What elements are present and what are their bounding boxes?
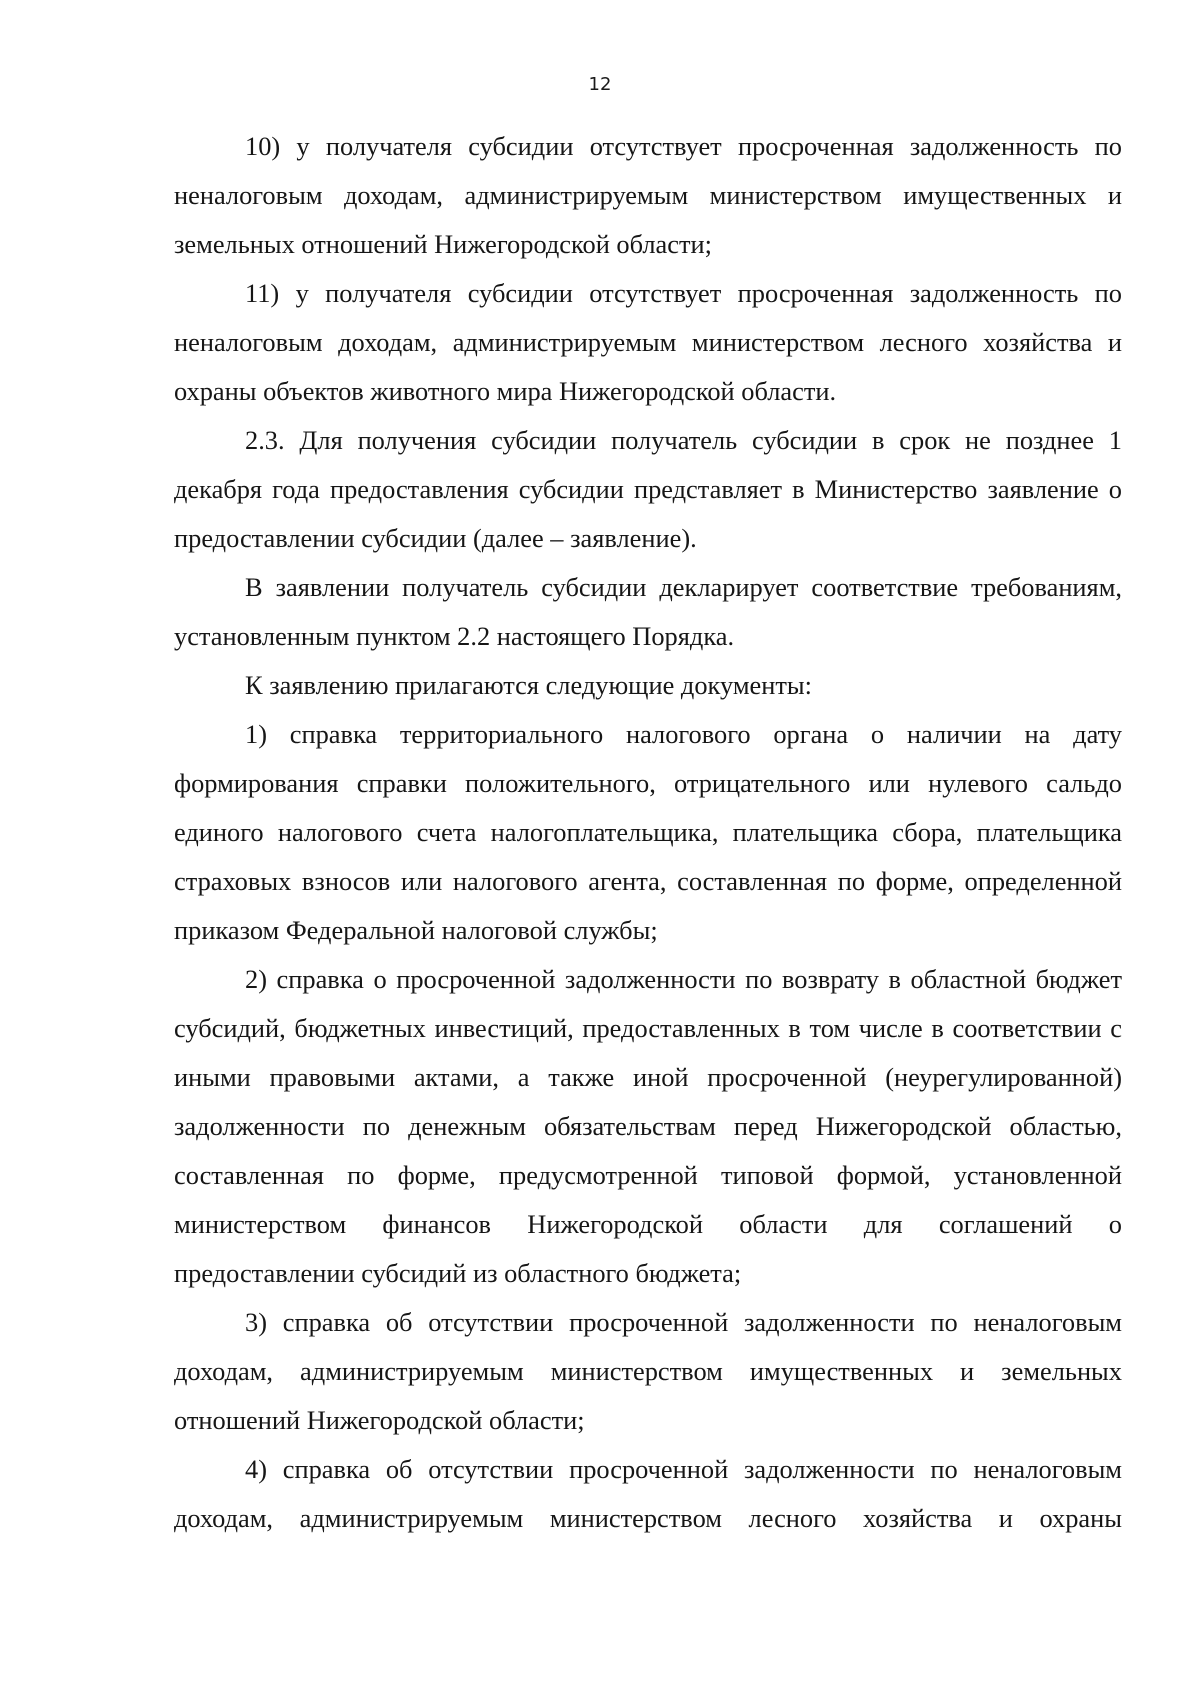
- paragraph-declaration: В заявлении получатель субсидии декларирует соответствие требованиям, установленным пунктом 2.2 настоящего Порядка.: [174, 572, 1122, 651]
- paragraph-document-2: 2) справка о просроченной задолженности по возврату в областной бюджет субсидий, бюджетных инвестиций, предоставленных в том числе в соответствии с иными правовыми актами, а также иной просроченной (неурегулированной) задолженности по денежным обязательствам перед Нижегородской областью, составленная по форме, предусмотренной типовой формой, установленной министерством финансов Нижегородской области для соглашений о предоставлении субсидий из областного бюджета;: [174, 964, 1122, 1288]
- paragraph-item-10: 10) у получателя субсидии отсутствует просроченная задолженность по неналоговым доходам, администрируемым министерством имущественных и земельных отношений Нижегородской области;: [174, 131, 1122, 259]
- page-number: 12: [588, 74, 612, 95]
- paragraph-item-11: 11) у получателя субсидии отсутствует просроченная задолженность по неналоговым доходам, администрируемым министерством лесного хозяйства и охраны объектов животного мира Нижегородской области.: [174, 278, 1122, 406]
- paragraph-attachments-intro: К заявлению прилагаются следующие документы:: [245, 670, 812, 700]
- paragraph-document-3: 3) справка об отсутствии просроченной задолженности по неналоговым доходам, администрируемым министерством имущественных и земельных отношений Нижегородской области;: [174, 1307, 1122, 1435]
- paragraph-document-4: 4) справка об отсутствии просроченной задолженности по неналоговым доходам, администрируемым министерством лесного хозяйства и охраны: [174, 1454, 1122, 1533]
- paragraph-section-2-3: 2.3. Для получения субсидии получатель субсидии в срок не позднее 1 декабря года предоставления субсидии представляет в Министерство заявление о предоставлении субсидии (далее – заявление).: [174, 425, 1122, 553]
- document-body: [174, 122, 1122, 1543]
- paragraph-document-1: 1) справка территориального налогового органа о наличии на дату формирования справки положительного, отрицательного или нулевого сальдо единого налогового счета налогоплательщика, плательщика сбора, плательщика страховых взносов или налогового агента, составленная по форме, определенной приказом Федеральной налоговой службы;: [174, 719, 1122, 945]
